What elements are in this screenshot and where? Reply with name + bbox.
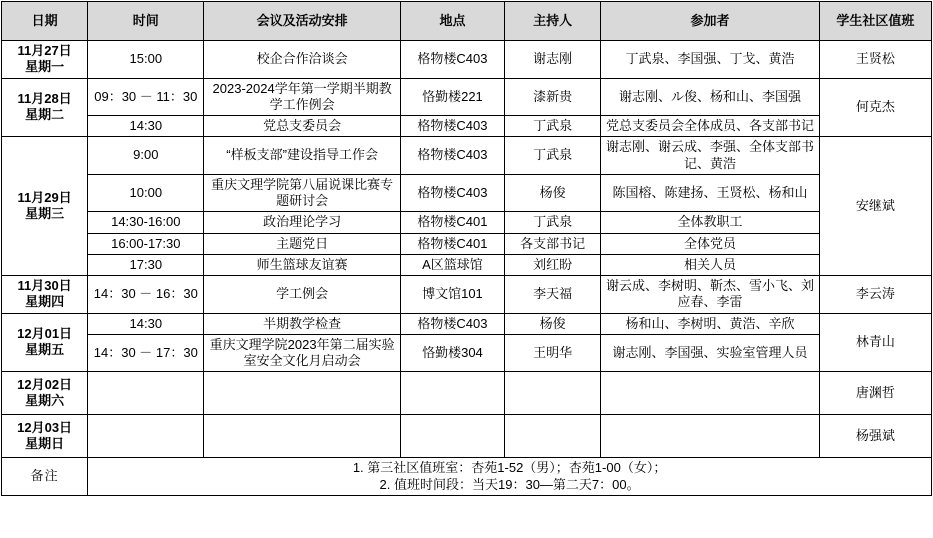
table-row — [2, 313, 932, 334]
date-line: 12月03日 — [17, 420, 73, 435]
host-cell: 王明华 — [505, 334, 601, 372]
participants-cell: 全体党员 — [601, 233, 819, 254]
time-cell: 16:00-17:30 — [88, 233, 204, 254]
date-line: 星期四 — [25, 294, 65, 310]
place-cell: A区篮球馆 — [400, 254, 504, 275]
host-cell: 李天福 — [505, 276, 601, 314]
date-line: 12月02日 — [17, 377, 73, 392]
activity-cell — [204, 415, 400, 458]
date-cell — [2, 372, 88, 415]
time-cell: 15:00 — [88, 41, 204, 79]
table-row — [2, 415, 932, 458]
activity-cell: 师生篮球友谊赛 — [204, 254, 400, 275]
date-line: 11月30日 — [17, 278, 72, 293]
date-line: 星期三 — [25, 206, 65, 222]
table-header — [2, 2, 932, 41]
date-cell — [2, 137, 88, 276]
participants-cell: 谢云成、李树明、靳杰、雪小飞、刘应春、李雷 — [601, 276, 819, 314]
date-line: 星期一 — [25, 59, 65, 75]
header-host: 主持人 — [505, 2, 601, 41]
participants-cell: 谢志刚、李国强、实验室管理人员 — [601, 334, 819, 372]
activity-cell: 2023-2024学年第一学期半期教学工作例会 — [204, 78, 400, 116]
weekly-schedule-table — [1, 1, 932, 496]
place-cell: 格物楼C403 — [400, 116, 504, 137]
date-cell — [2, 41, 88, 79]
host-cell: 各支部书记 — [505, 233, 601, 254]
table-body — [2, 41, 932, 496]
date-line: 11月27日 — [17, 43, 72, 58]
place-cell: 格物楼C403 — [400, 41, 504, 79]
host-cell: 丁武泉 — [505, 212, 601, 233]
duty-cell: 杨强斌 — [819, 415, 931, 458]
remark-body — [88, 458, 932, 496]
place-cell: 格物楼C401 — [400, 212, 504, 233]
place-cell: 格物楼C403 — [400, 137, 504, 175]
time-cell: 14：30 － 16：30 — [88, 276, 204, 314]
participants-cell: 陈国榕、陈建扬、王贤松、杨和山 — [601, 174, 819, 212]
place-cell: 博文馆101 — [400, 276, 504, 314]
place-cell: 格物楼C403 — [400, 313, 504, 334]
time-cell: 09：30 － 11：30 — [88, 78, 204, 116]
time-cell — [88, 415, 204, 458]
host-cell: 杨俊 — [505, 174, 601, 212]
place-cell — [400, 372, 504, 415]
place-cell: 格物楼C403 — [400, 174, 504, 212]
table-row — [2, 137, 932, 175]
duty-cell: 林青山 — [819, 313, 931, 372]
participants-cell: 党总支委员会全体成员、各支部书记 — [601, 116, 819, 137]
remark-line: 2. 值班时间段：当天19：30—第二天7：00。 — [379, 476, 640, 492]
time-cell: 14:30-16:00 — [88, 212, 204, 233]
activity-cell: 学工例会 — [204, 276, 400, 314]
table-row — [2, 372, 932, 415]
participants-cell — [601, 415, 819, 458]
date-line: 12月01日 — [17, 326, 73, 342]
host-cell: 刘红盼 — [505, 254, 601, 275]
header-time: 时间 — [88, 2, 204, 41]
header-activity: 会议及活动安排 — [204, 2, 400, 41]
date-line: 11月29日 — [17, 189, 72, 205]
duty-cell: 唐渊哲 — [819, 372, 931, 415]
date-line: 11月28日 — [17, 91, 72, 107]
table-row — [2, 212, 932, 233]
activity-cell — [204, 372, 400, 415]
time-cell: 14:30 — [88, 116, 204, 137]
date-cell — [2, 313, 88, 372]
remark-label: 备注 — [2, 458, 88, 496]
participants-cell — [601, 372, 819, 415]
host-cell — [505, 415, 601, 458]
activity-cell: 主题党日 — [204, 233, 400, 254]
date-cell — [2, 415, 88, 458]
table-row — [2, 174, 932, 212]
table-row — [2, 334, 932, 372]
duty-cell: 何克杰 — [819, 78, 931, 137]
time-cell: 14:30 — [88, 313, 204, 334]
table-row — [2, 116, 932, 137]
table-row — [2, 254, 932, 275]
date-cell — [2, 276, 88, 314]
host-cell: 丁武泉 — [505, 116, 601, 137]
host-cell: 漆新贵 — [505, 78, 601, 116]
host-cell — [505, 372, 601, 415]
header-date: 日期 — [2, 2, 88, 41]
time-cell: 14：30 － 17：30 — [88, 334, 204, 372]
activity-cell: 半期教学检查 — [204, 313, 400, 334]
participants-cell: 杨和山、李树明、黄浩、辛欣 — [601, 313, 819, 334]
date-line: 星期六 — [25, 393, 65, 409]
participants-cell: 谢志刚、谢云成、李强、全体支部书记、黄浩 — [601, 137, 819, 175]
host-cell: 谢志刚 — [505, 41, 601, 79]
time-cell: 17:30 — [88, 254, 204, 275]
activity-cell: “样板支部”建设指导工作会 — [204, 137, 400, 175]
header-place: 地点 — [400, 2, 504, 41]
header-participants: 参加者 — [601, 2, 819, 41]
activity-cell: 政治理论学习 — [204, 212, 400, 233]
header-row — [2, 2, 932, 41]
place-cell: 恪勤楼304 — [400, 334, 504, 372]
host-cell: 杨俊 — [505, 313, 601, 334]
participants-cell: 全体教职工 — [601, 212, 819, 233]
participants-cell: 谢志刚、ル俊、杨和山、李国强 — [601, 78, 819, 116]
place-cell: 格物楼C401 — [400, 233, 504, 254]
duty-cell: 李云涛 — [819, 276, 931, 314]
date-line: 星期五 — [25, 342, 65, 358]
time-cell: 10:00 — [88, 174, 204, 212]
table-row — [2, 276, 932, 314]
activity-cell: 重庆文理学院第八届说课比赛专题研讨会 — [204, 174, 400, 212]
host-cell: 丁武泉 — [505, 137, 601, 175]
time-cell — [88, 372, 204, 415]
place-cell — [400, 415, 504, 458]
header-duty: 学生社区值班 — [819, 2, 931, 41]
activity-cell: 校企合作洽谈会 — [204, 41, 400, 79]
table-row — [2, 233, 932, 254]
remark-row — [2, 458, 932, 496]
participants-cell: 丁武泉、李国强、丁戈、黄浩 — [601, 41, 819, 79]
activity-cell: 重庆文理学院2023年第二届实验室安全文化月启动会 — [204, 334, 400, 372]
date-cell — [2, 78, 88, 137]
duty-cell: 王贤松 — [819, 41, 931, 79]
time-cell: 9:00 — [88, 137, 204, 175]
activity-cell: 党总支委员会 — [204, 116, 400, 137]
place-cell: 恪勤楼221 — [400, 78, 504, 116]
date-line: 星期二 — [25, 107, 65, 123]
table-row — [2, 78, 932, 116]
duty-cell: 安继斌 — [819, 137, 931, 276]
date-line: 星期日 — [25, 436, 65, 452]
table-row — [2, 41, 932, 79]
remark-line: 1. 第三社区值班室：杏苑1-52（男）；杏苑1-00（女）； — [352, 460, 667, 476]
participants-cell: 相关人员 — [601, 254, 819, 275]
